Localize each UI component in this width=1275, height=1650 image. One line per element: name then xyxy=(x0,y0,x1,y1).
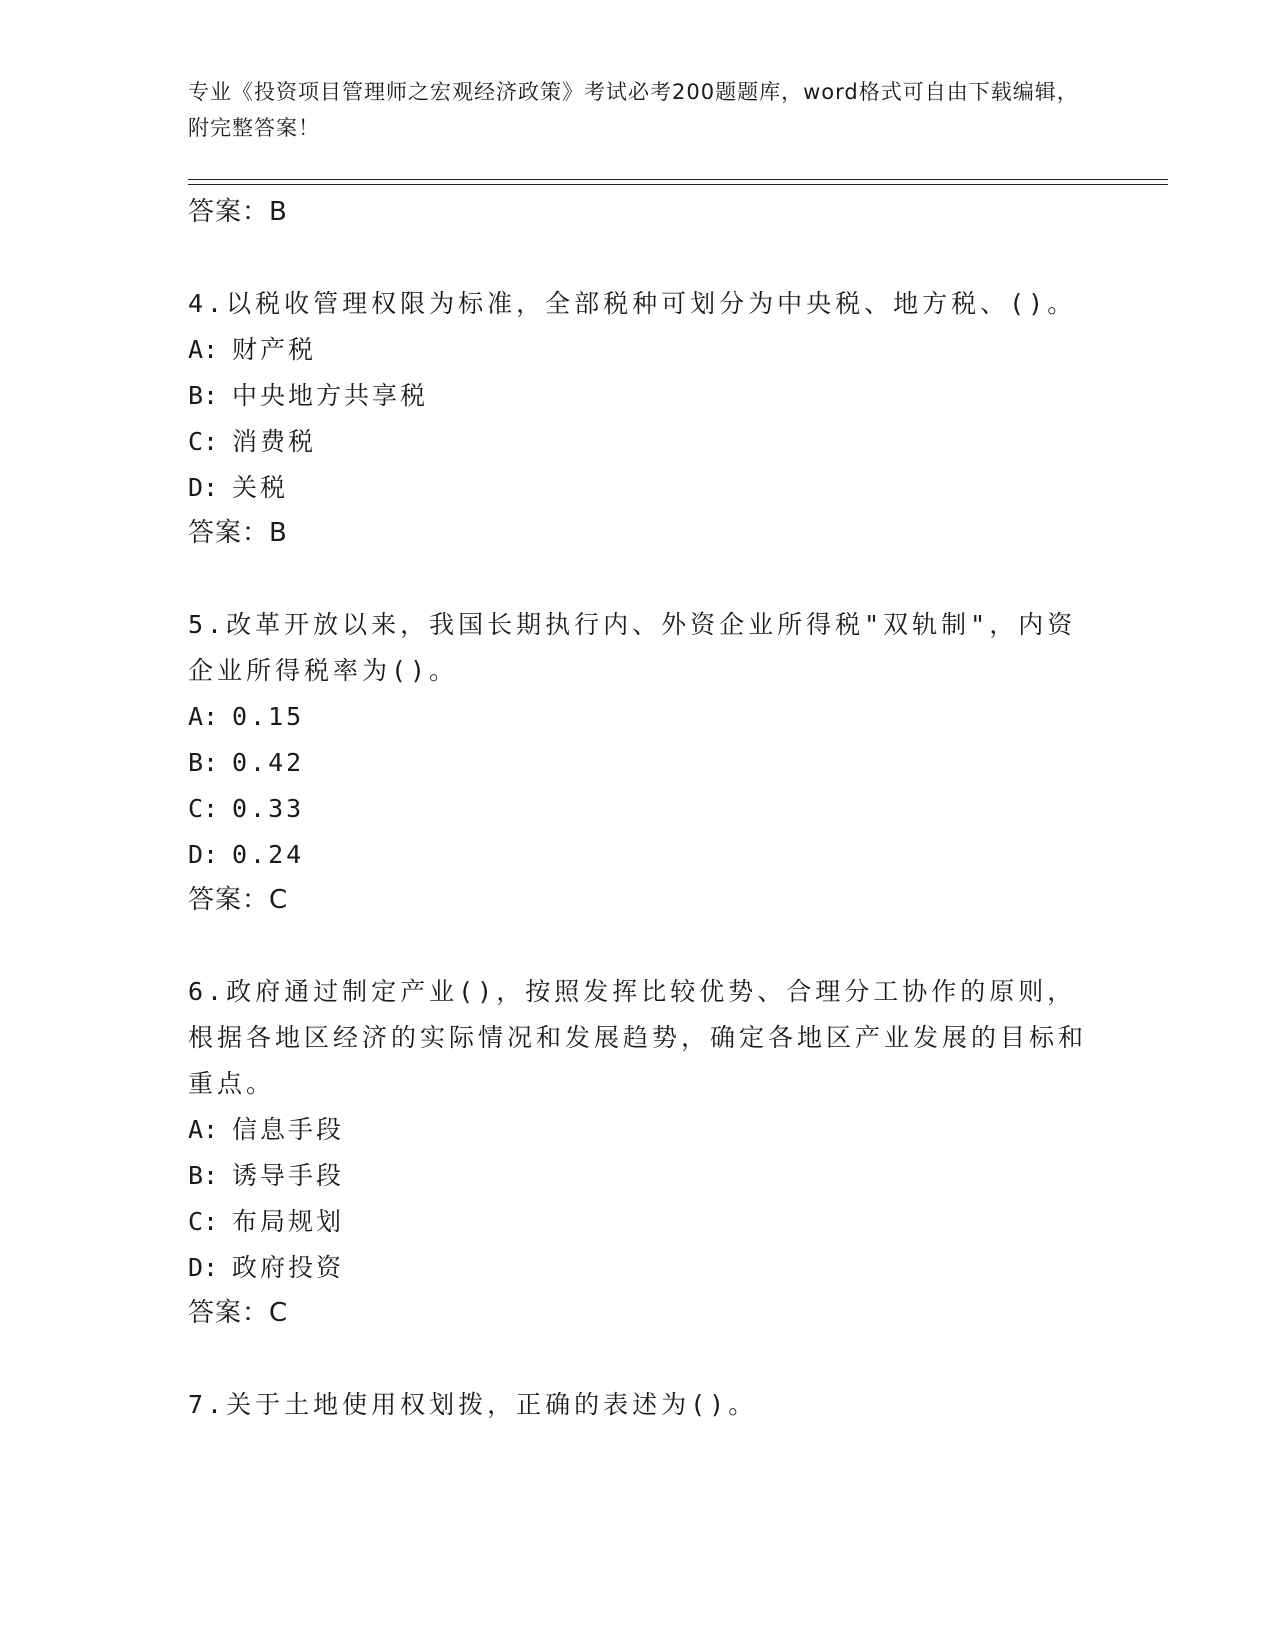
answer-line: 答案：B xyxy=(188,197,288,227)
option-a xyxy=(188,694,1088,740)
option-letter: C: xyxy=(188,794,219,823)
question-list xyxy=(188,190,1088,1428)
answer-line: 答案：B xyxy=(188,518,288,548)
option-letter: D: xyxy=(188,840,219,869)
header-divider-bottom xyxy=(188,184,1168,185)
option-letter: D: xyxy=(188,1253,219,1282)
answer-line: 答案：C xyxy=(188,885,289,915)
option-text: 0.33 xyxy=(232,794,305,823)
option-text: 布局规划 xyxy=(232,1207,345,1236)
option-letter: B: xyxy=(188,748,219,777)
option-b xyxy=(188,373,1088,419)
option-letter: B: xyxy=(188,381,219,410)
option-b xyxy=(188,1153,1088,1199)
question-stem: 4.以税收管理权限为标准，全部税种可划分为中央税、地方税、()。 xyxy=(188,289,1077,318)
option-text: 财产税 xyxy=(232,335,317,364)
option-letter: A: xyxy=(188,702,219,731)
option-letter: C: xyxy=(188,1207,219,1236)
header-divider-top xyxy=(188,179,1168,180)
option-letter: A: xyxy=(188,335,219,364)
question-stem: 5.改革开放以来，我国长期执行内、外资企业所得税"双轨制"，内资企业所得税率为()。 xyxy=(188,610,1077,685)
option-a xyxy=(188,1107,1088,1153)
option-c xyxy=(188,419,1088,465)
option-text: 政府投资 xyxy=(232,1253,345,1282)
option-c xyxy=(188,786,1088,832)
option-text: 中央地方共享税 xyxy=(232,381,429,410)
option-b xyxy=(188,740,1088,786)
option-text: 0.24 xyxy=(232,840,305,869)
option-text: 关税 xyxy=(232,473,289,502)
option-a xyxy=(188,327,1088,373)
option-letter: A: xyxy=(188,1115,219,1144)
option-text: 诱导手段 xyxy=(232,1161,345,1190)
option-d xyxy=(188,1245,1088,1291)
document-header: 专业《投资项目管理师之宏观经济政策》考试必考200题题库，word格式可自由下载编辑，附完整答案！ xyxy=(188,80,1079,140)
option-text: 0.15 xyxy=(232,702,305,731)
option-text: 信息手段 xyxy=(232,1115,345,1144)
question-stem: 7.关于土地使用权划拨，正确的表述为()。 xyxy=(188,1390,758,1419)
option-text: 0.42 xyxy=(232,748,305,777)
question-stem: 6.政府通过制定产业()，按照发挥比较优势、合理分工协作的原则，根据各地区经济的实际情况和发展趋势，确定各地区产业发展的目标和重点。 xyxy=(188,977,1088,1098)
option-c xyxy=(188,1199,1088,1245)
option-letter: B: xyxy=(188,1161,219,1190)
option-letter: C: xyxy=(188,427,219,456)
option-letter: D: xyxy=(188,473,219,502)
option-d xyxy=(188,832,1088,878)
option-text: 消费税 xyxy=(232,427,317,456)
option-d xyxy=(188,465,1088,511)
answer-line: 答案：C xyxy=(188,1298,289,1328)
